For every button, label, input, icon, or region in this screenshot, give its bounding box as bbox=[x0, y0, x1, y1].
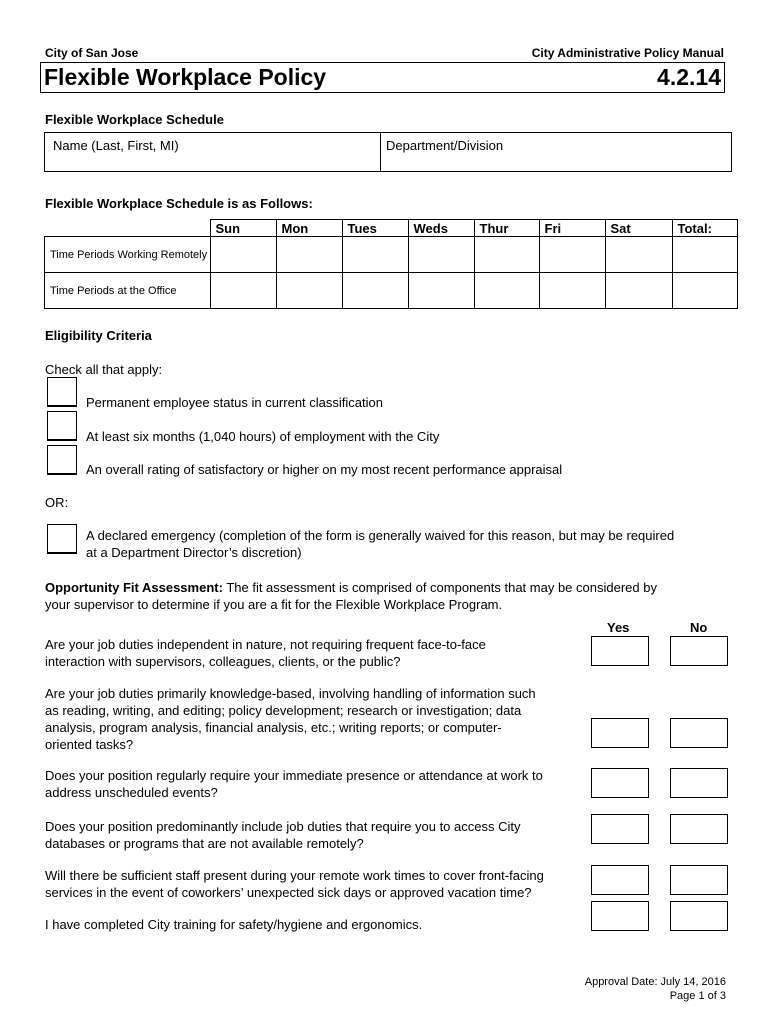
no-box[interactable] bbox=[670, 636, 728, 666]
policy-number: 4.2.14 bbox=[657, 64, 721, 90]
criteria-checkbox[interactable] bbox=[47, 445, 77, 475]
schedule-cell[interactable] bbox=[539, 273, 605, 309]
fit-intro-line2: your supervisor to determine if you are a fit for the Flexible Workplace Program. bbox=[45, 597, 503, 612]
schedule-cell[interactable] bbox=[408, 237, 474, 273]
page-title: Flexible Workplace Policy bbox=[44, 64, 327, 90]
no-box[interactable] bbox=[670, 901, 728, 931]
yes-box[interactable] bbox=[591, 718, 649, 748]
fit-intro bbox=[45, 580, 657, 595]
table-row bbox=[45, 273, 738, 309]
schedule-heading: Flexible Workplace Schedule bbox=[45, 112, 224, 127]
title-bar bbox=[40, 62, 725, 93]
criteria-text: At least six months (1,040 hours) of employment with the City bbox=[86, 429, 440, 444]
org-name: City of San Jose bbox=[45, 46, 139, 60]
approval-date: Approval Date: July 14, 2016 bbox=[584, 976, 726, 988]
schedule-cell[interactable] bbox=[210, 237, 276, 273]
question-3 bbox=[45, 767, 543, 801]
day-header: Tues bbox=[342, 220, 408, 237]
criteria-checkbox[interactable] bbox=[47, 377, 77, 407]
question-line: Will there be sufficient staff present during your remote work times to cover front-facing bbox=[45, 868, 544, 883]
day-header: Fri bbox=[539, 220, 605, 237]
question-line: Does your position predominantly include job duties that require you to access City bbox=[45, 819, 521, 834]
no-box[interactable] bbox=[670, 768, 728, 798]
row-label-office: Time Periods at the Office bbox=[45, 273, 211, 309]
table-header-row bbox=[45, 220, 738, 237]
yes-box[interactable] bbox=[591, 636, 649, 666]
name-department-box bbox=[44, 132, 732, 172]
table-corner bbox=[45, 220, 211, 237]
schedule-cell[interactable] bbox=[408, 273, 474, 309]
department-field[interactable] bbox=[381, 133, 731, 171]
schedule-cell[interactable] bbox=[342, 273, 408, 309]
emergency-text-line1: A declared emergency (completion of the form is generally waived for this reason, but may be required bbox=[86, 528, 675, 543]
schedule-cell[interactable] bbox=[276, 237, 342, 273]
schedule-follows-heading: Flexible Workplace Schedule is as Follows: bbox=[45, 196, 313, 211]
check-instruction: Check all that apply: bbox=[45, 362, 163, 377]
question-line: Does your position regularly require your immediate presence or attendance at work to bbox=[45, 768, 543, 783]
emergency-checkbox[interactable] bbox=[47, 524, 77, 554]
question-4 bbox=[45, 818, 520, 852]
question-line: interaction with supervisors, colleagues, clients, or the public? bbox=[45, 654, 401, 669]
schedule-cell[interactable] bbox=[672, 237, 737, 273]
no-box[interactable] bbox=[670, 865, 728, 895]
page-number: Page 1 of 3 bbox=[669, 990, 726, 1002]
manual-name: City Administrative Policy Manual bbox=[531, 46, 724, 60]
schedule-table bbox=[44, 219, 738, 309]
name-field[interactable] bbox=[45, 133, 381, 171]
question-line: Are your job duties independent in nature, not requiring frequent face-to-face bbox=[45, 637, 486, 652]
eligibility-heading: Eligibility Criteria bbox=[45, 328, 152, 343]
table-row bbox=[45, 237, 738, 273]
question-line: oriented tasks? bbox=[45, 737, 134, 752]
day-header: Sun bbox=[210, 220, 276, 237]
fit-heading: Opportunity Fit Assessment: bbox=[45, 580, 223, 595]
question-line: services in the event of coworkers’ unexpected sick days or approved vacation time? bbox=[45, 885, 532, 900]
criteria-text: An overall rating of satisfactory or higher on my most recent performance appraisal bbox=[86, 462, 563, 477]
yes-box[interactable] bbox=[591, 901, 649, 931]
criteria-checkbox[interactable] bbox=[47, 411, 77, 441]
or-label: OR: bbox=[45, 495, 69, 510]
question-1 bbox=[45, 636, 486, 670]
schedule-cell[interactable] bbox=[474, 273, 539, 309]
schedule-cell[interactable] bbox=[474, 237, 539, 273]
question-line: databases or programs that are not available remotely? bbox=[45, 836, 364, 851]
day-header: Sat bbox=[605, 220, 672, 237]
schedule-cell[interactable] bbox=[342, 237, 408, 273]
question-line: analysis, program analysis, financial analysis, etc.; writing reports; or computer- bbox=[45, 720, 502, 735]
yes-label: Yes bbox=[607, 620, 630, 635]
no-label: No bbox=[690, 620, 708, 635]
question-6 bbox=[45, 916, 422, 933]
question-2 bbox=[45, 685, 536, 753]
yes-box[interactable] bbox=[591, 814, 649, 844]
question-line: I have completed City training for safety/hygiene and ergonomics. bbox=[45, 917, 423, 932]
fit-intro-line1: The fit assessment is comprised of components that may be considered by bbox=[222, 580, 657, 595]
name-label: Name (Last, First, MI) bbox=[53, 138, 179, 153]
yes-box[interactable] bbox=[591, 768, 649, 798]
row-label-remote: Time Periods Working Remotely bbox=[45, 237, 211, 273]
schedule-cell[interactable] bbox=[605, 237, 672, 273]
day-header: Weds bbox=[408, 220, 474, 237]
day-header: Mon bbox=[276, 220, 342, 237]
schedule-cell[interactable] bbox=[672, 273, 737, 309]
question-5 bbox=[45, 867, 544, 901]
schedule-cell[interactable] bbox=[605, 273, 672, 309]
schedule-cell[interactable] bbox=[210, 273, 276, 309]
question-line: Are your job duties primarily knowledge-based, involving handling of information such bbox=[45, 686, 536, 701]
question-line: address unscheduled events? bbox=[45, 785, 218, 800]
schedule-cell[interactable] bbox=[276, 273, 342, 309]
emergency-text-line2: at a Department Director’s discretion) bbox=[86, 545, 302, 560]
no-box[interactable] bbox=[670, 814, 728, 844]
schedule-cell[interactable] bbox=[539, 237, 605, 273]
department-label: Department/Division bbox=[386, 138, 504, 153]
yes-box[interactable] bbox=[591, 865, 649, 895]
total-header: Total: bbox=[672, 220, 737, 237]
criteria-text: Permanent employee status in current classification bbox=[86, 395, 383, 410]
no-box[interactable] bbox=[670, 718, 728, 748]
day-header: Thur bbox=[474, 220, 539, 237]
question-line: as reading, writing, and editing; policy development; research or investigation; data bbox=[45, 703, 522, 718]
